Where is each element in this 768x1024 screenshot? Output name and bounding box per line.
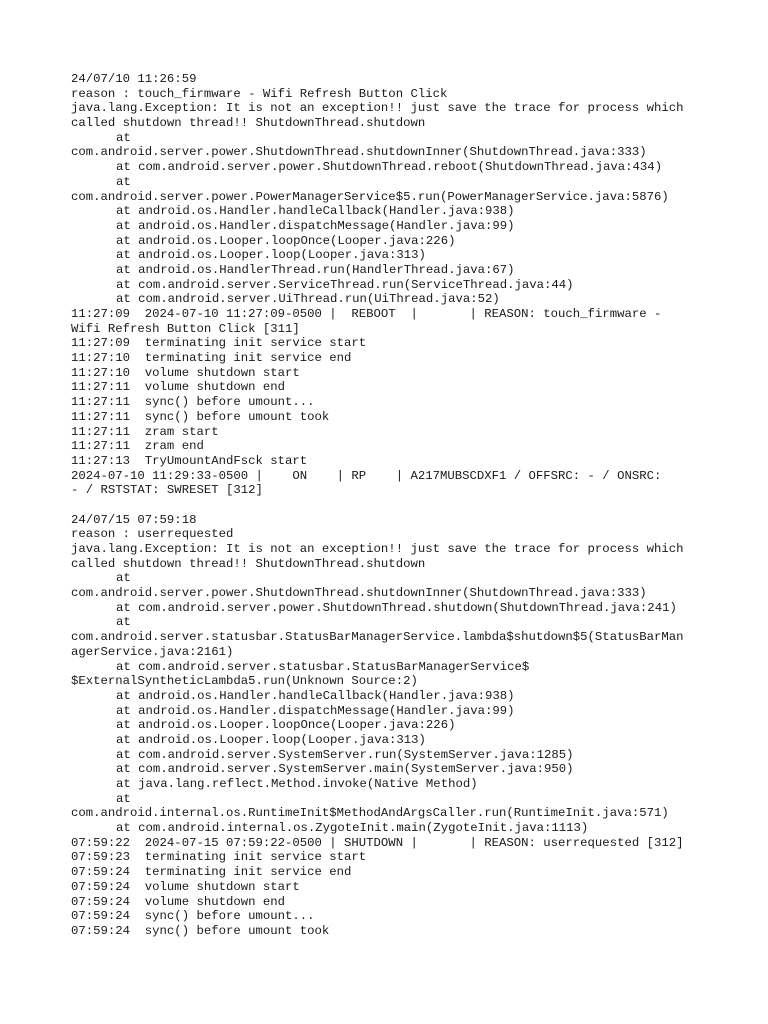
- stack-frame: at: [116, 615, 131, 630]
- stack-frame: at android.os.Handler.handleCallback(Handler.java:938): [116, 688, 515, 703]
- stack-frame: $ExternalSyntheticLambda5.run(Unknown Source:2): [71, 674, 418, 689]
- log-line: 11:27:09 2024-07-10 11:27:09-0500 | REBOOT | | REASON: touch_firmware -: [71, 307, 662, 321]
- log-line: 11:27:10 terminating init service end: [71, 351, 352, 366]
- stack-frame: com.android.internal.os.RuntimeInit$MethodAndArgsCaller.run(RuntimeInit.java:571): [71, 806, 669, 821]
- stack-frame: at com.android.server.power.ShutdownThread.shutdown(ShutdownThread.java:241): [116, 600, 677, 615]
- stack-frame: at: [116, 571, 131, 586]
- stack-frame: at com.android.server.statusbar.StatusBarManagerService$: [116, 659, 530, 674]
- stack-frame: at com.android.server.power.ShutdownThread.reboot(ShutdownThread.java:434): [116, 160, 663, 175]
- log-line: 11:27:11 sync() before umount...: [71, 395, 315, 410]
- exception-line: called shutdown thread!! ShutdownThread.shutdown: [71, 116, 426, 131]
- log-line: 11:27:11 volume shutdown end: [71, 380, 286, 395]
- stack-frame: at: [116, 174, 131, 189]
- log-line: 07:59:24 volume shutdown end: [71, 894, 286, 909]
- stack-frame: at com.android.server.ServiceThread.run(ServiceThread.java:44): [116, 277, 574, 292]
- log-line: 11:27:11 zram start: [71, 424, 219, 439]
- stack-frame: at android.os.Handler.dispatchMessage(Handler.java:99): [116, 218, 515, 233]
- stack-frame: at com.android.server.SystemServer.main(SystemServer.java:950): [116, 762, 574, 777]
- stack-frame: at com.android.server.UiThread.run(UiThread.java:52): [116, 292, 500, 307]
- exception-line: java.lang.Exception: It is not an exception!! just save the trace for process which: [71, 542, 684, 556]
- stack-frame: at java.lang.reflect.Method.invoke(Native Method): [116, 777, 478, 791]
- entry-separator: [71, 498, 731, 513]
- exception-line: called shutdown thread!! ShutdownThread.shutdown: [71, 556, 426, 571]
- log-line: 07:59:23 terminating init service start: [71, 850, 367, 865]
- stack-frame: com.android.server.power.ShutdownThread.shutdownInner(ShutdownThread.java:333): [71, 145, 647, 160]
- log-line: 07:59:24 sync() before umount took: [71, 923, 330, 938]
- log-line: 11:27:13 TryUmountAndFsck start: [71, 453, 308, 468]
- stack-frame: agerService.java:2161): [71, 644, 234, 659]
- entry-reason: reason : userrequested: [71, 527, 234, 542]
- stack-frame: at com.android.internal.os.ZygoteInit.main(ZygoteInit.java:1113): [116, 821, 589, 836]
- stack-frame: at com.android.server.SystemServer.run(SystemServer.java:1285): [116, 747, 574, 762]
- log-line: 07:59:22 2024-07-15 07:59:22-0500 | SHUTDOWN | | REASON: userrequested [312]: [71, 835, 684, 850]
- log-line: 11:27:11 zram end: [71, 439, 204, 454]
- stack-frame: at android.os.Handler.handleCallback(Handler.java:938): [116, 204, 515, 219]
- stack-frame: at android.os.Looper.loop(Looper.java:313): [116, 732, 426, 747]
- stack-frame: at android.os.Handler.dispatchMessage(Handler.java:99): [116, 703, 515, 718]
- stack-frame: at: [116, 130, 131, 145]
- stack-frame: com.android.server.power.PowerManagerService$5.run(PowerManagerService.java:5876): [71, 189, 669, 204]
- log-line: 11:27:11 sync() before umount took: [71, 409, 330, 424]
- exception-line: java.lang.Exception: It is not an exception!! just save the trace for process which: [71, 101, 684, 116]
- log-line: 07:59:24 sync() before umount...: [71, 909, 315, 924]
- stack-frame: at android.os.Looper.loopOnce(Looper.java:226): [116, 718, 456, 733]
- stack-frame: at android.os.HandlerThread.run(HandlerThread.java:67): [116, 262, 515, 277]
- log-line: 07:59:24 volume shutdown start: [71, 879, 300, 894]
- stack-frame: at: [116, 791, 131, 806]
- log-line: 11:27:09 terminating init service start: [71, 336, 367, 351]
- log-line: 11:27:10 volume shutdown start: [71, 365, 300, 380]
- stack-frame: com.android.server.statusbar.StatusBarManagerService.lambda$shutdown$5(StatusBarMan: [71, 630, 684, 645]
- stack-frame: at android.os.Looper.loop(Looper.java:313): [116, 248, 426, 263]
- stack-frame: com.android.server.power.ShutdownThread.shutdownInner(ShutdownThread.java:333): [71, 586, 647, 601]
- log-line: Wifi Refresh Button Click [311]: [71, 321, 300, 336]
- stack-frame: at android.os.Looper.loopOnce(Looper.java:226): [116, 233, 456, 248]
- log-line: - / RSTSTAT: SWRESET [312]: [71, 483, 263, 498]
- log-document: [71, 72, 731, 939]
- entry-timestamp: 24/07/15 07:59:18: [71, 512, 197, 527]
- entry-reason: reason : touch_firmware - Wifi Refresh Button Click: [71, 86, 448, 101]
- log-line: 07:59:24 terminating init service end: [71, 865, 352, 880]
- entry-timestamp: 24/07/10 11:26:59: [71, 72, 197, 86]
- log-line: 2024-07-10 11:29:33-0500 | ON | RP | A217MUBSCDXF1 / OFFSRC: - / ONSRC:: [71, 468, 662, 483]
